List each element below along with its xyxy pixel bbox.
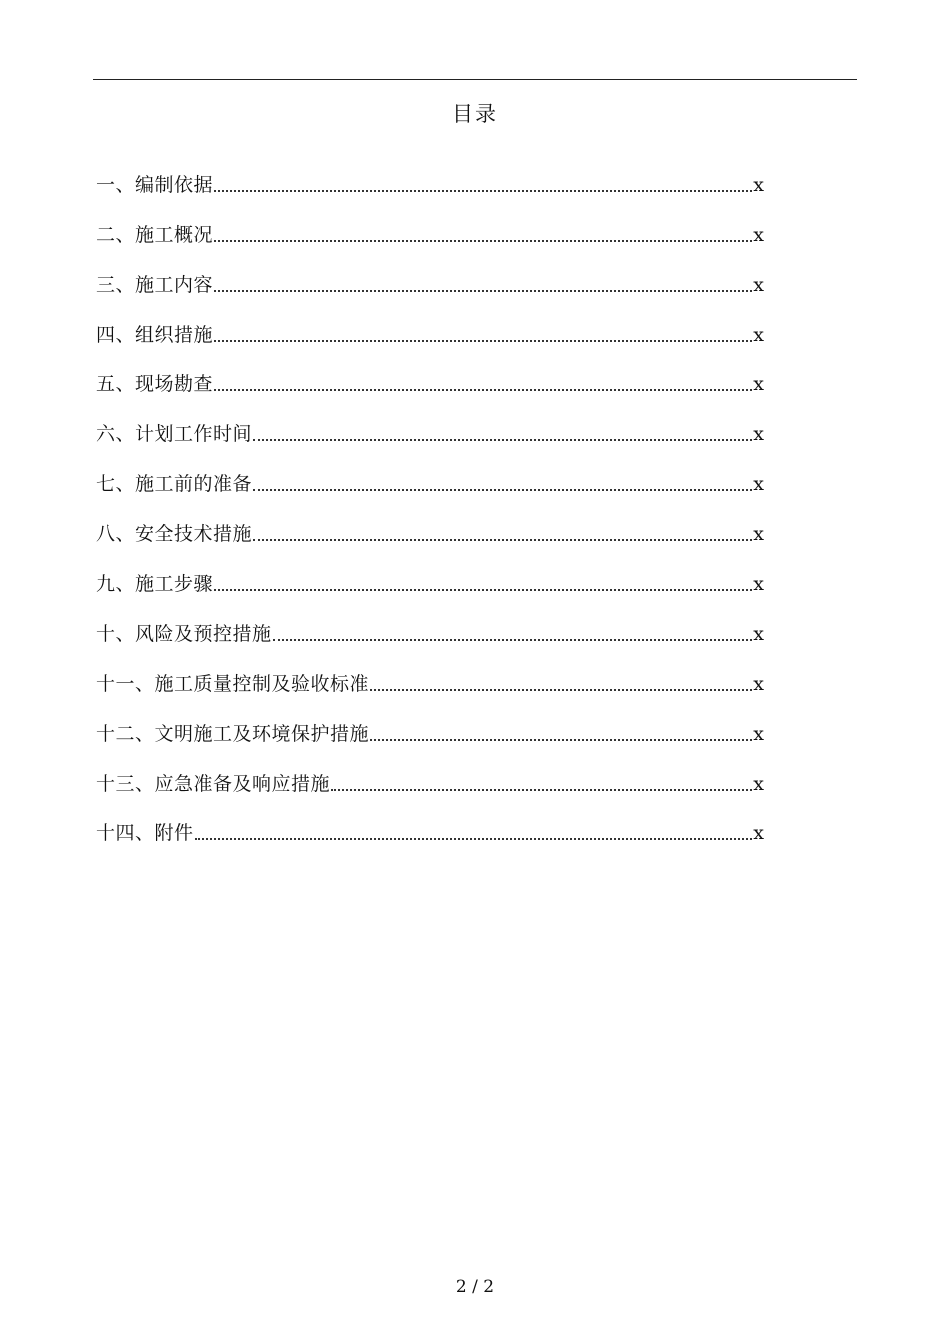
- toc-entry-page: x: [753, 423, 764, 446]
- dot-leader: [214, 589, 752, 591]
- toc-entry[interactable]: [96, 250, 764, 300]
- toc-entry-label: 五、现场勘查: [96, 373, 214, 396]
- dot-leader: [253, 489, 752, 491]
- dot-leader: [214, 389, 752, 391]
- toc-title: 目录: [452, 102, 498, 126]
- header-rule: [93, 79, 857, 80]
- dot-leader: [214, 290, 752, 292]
- toc-entry[interactable]: [96, 699, 764, 749]
- toc-entry-label: 十二、文明施工及环境保护措施: [96, 722, 370, 745]
- toc-entry[interactable]: [96, 599, 764, 649]
- toc-entry-page: x: [753, 523, 764, 546]
- dot-leader: [195, 838, 753, 840]
- toc-entry[interactable]: [96, 549, 764, 599]
- dot-leader: [253, 539, 752, 541]
- toc-entry[interactable]: [96, 749, 764, 799]
- toc-entry-label: 十、风险及预控措施: [96, 622, 272, 645]
- toc-entry-page: x: [753, 223, 764, 246]
- toc-entry[interactable]: [96, 150, 764, 200]
- toc-entry-page: x: [753, 323, 764, 346]
- table-of-contents: [96, 150, 764, 848]
- toc-entry-page: x: [753, 622, 764, 645]
- dot-leader: [253, 439, 752, 441]
- toc-entry-label: 三、施工内容: [96, 273, 214, 296]
- toc-entry[interactable]: [96, 200, 764, 250]
- toc-entry-page: x: [753, 672, 764, 695]
- toc-entry-page: x: [753, 722, 764, 745]
- toc-entry-label: 八、安全技术措施: [96, 523, 253, 546]
- dot-leader: [370, 739, 752, 741]
- toc-entry[interactable]: [96, 350, 764, 400]
- toc-entry-label: 六、计划工作时间: [96, 423, 253, 446]
- toc-entry-page: x: [753, 772, 764, 795]
- toc-entry-page: x: [753, 173, 764, 196]
- toc-entry-page: x: [753, 273, 764, 296]
- toc-entry[interactable]: [96, 449, 764, 499]
- toc-entry[interactable]: [96, 799, 764, 849]
- toc-entry-label: 四、组织措施: [96, 323, 214, 346]
- toc-entry[interactable]: [96, 499, 764, 549]
- toc-entry-label: 十四、附件: [96, 822, 194, 845]
- page-number: 2 / 2: [455, 1277, 495, 1297]
- toc-entry-label: 九、施工步骤: [96, 573, 214, 596]
- dot-leader: [370, 689, 752, 691]
- toc-entry-label: 十一、施工质量控制及验收标准: [96, 672, 370, 695]
- toc-entry-page: x: [753, 573, 764, 596]
- toc-entry[interactable]: [96, 649, 764, 699]
- dot-leader: [214, 340, 752, 342]
- toc-entry-page: x: [753, 822, 764, 845]
- dot-leader: [331, 789, 752, 791]
- toc-entry[interactable]: [96, 300, 764, 350]
- dot-leader: [273, 639, 753, 641]
- toc-entry-page: x: [753, 373, 764, 396]
- toc-entry[interactable]: [96, 399, 764, 449]
- toc-entry-label: 七、施工前的准备: [96, 473, 253, 496]
- toc-entry-label: 十三、应急准备及响应措施: [96, 772, 331, 795]
- toc-entry-label: 二、施工概况: [96, 223, 214, 246]
- dot-leader: [214, 240, 752, 242]
- toc-entry-label: 一、编制依据: [96, 173, 214, 196]
- toc-entry-page: x: [753, 473, 764, 496]
- dot-leader: [214, 190, 752, 192]
